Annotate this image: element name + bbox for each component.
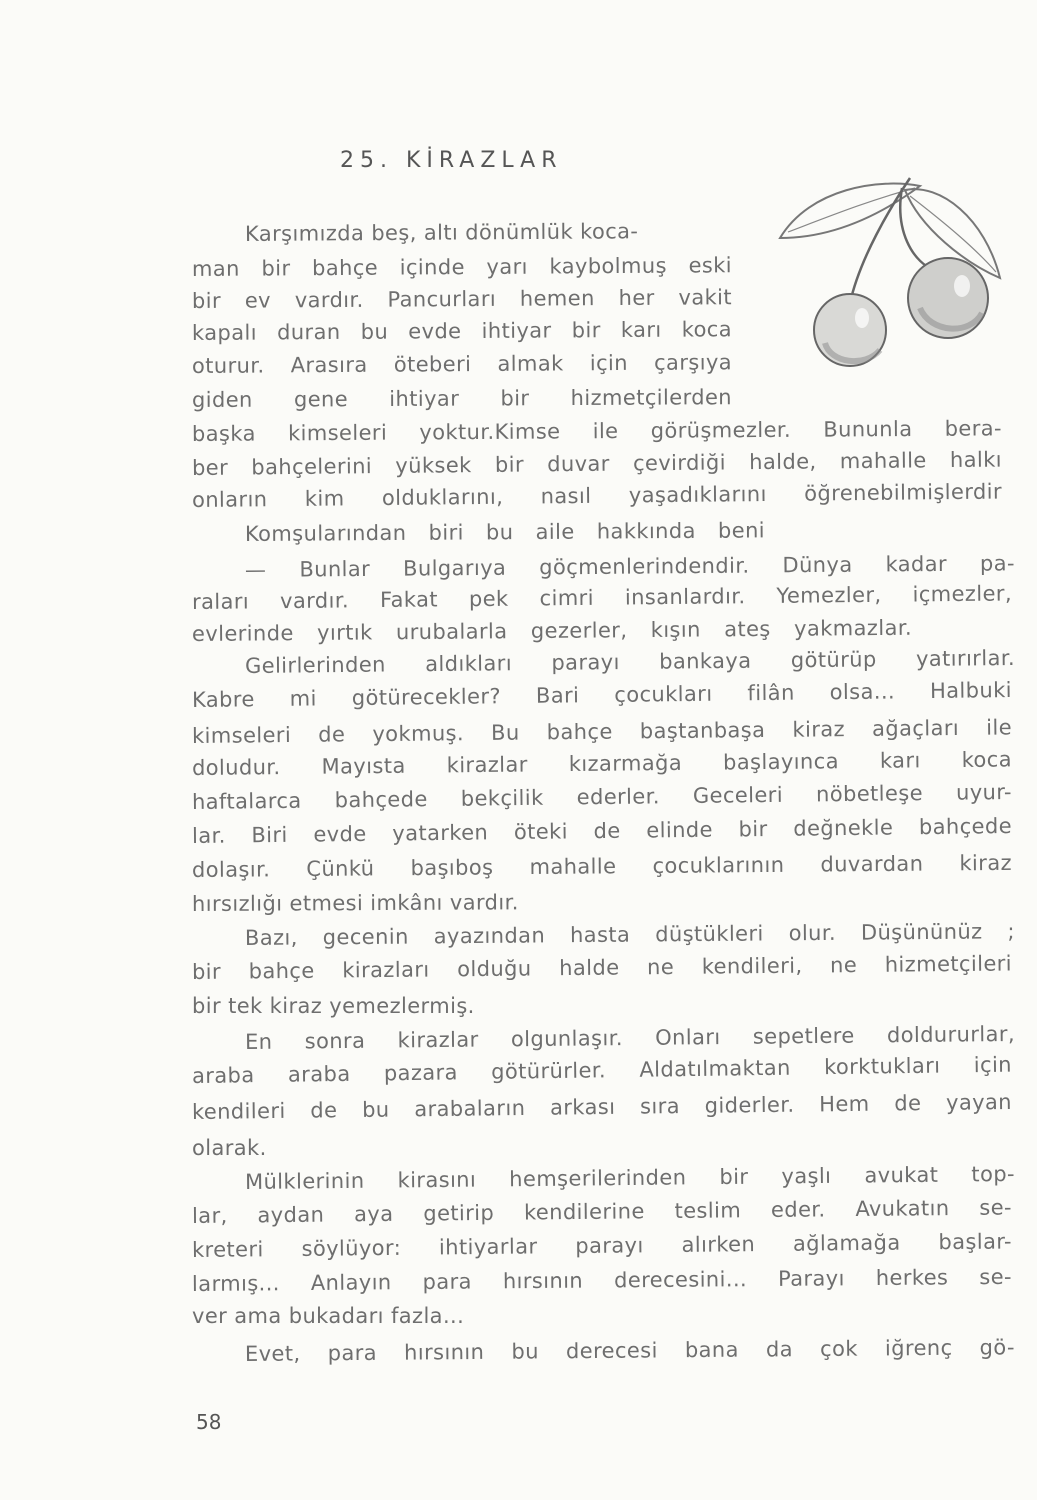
text-line: bir ev vardır. Pancurları hemen her vakit bbox=[191, 285, 733, 313]
text-line: — Bunlar Bulgarıya göçmenlerindendir. Dünya kadar pa- bbox=[244, 551, 1016, 582]
text-line: kimseleri de yokmuş. Bu bahçe baştanbaşa kiraz ağaçları ile bbox=[191, 715, 1013, 748]
text-line: haftalarca bahçede bekçilik ederler. Geceleri nöbetleşe uyur- bbox=[191, 779, 1013, 814]
text-line: bir bahçe kirazları olduğu halde ne kendileri, ne hizmetçileri bbox=[191, 951, 1013, 984]
text-line: araba araba pazara götürürler. Aldatılmaktan korktukları için bbox=[191, 1052, 1013, 1088]
text-line: Mülklerinin kirasını hemşerilerinden bir yaşlı avukat top- bbox=[244, 1161, 1016, 1194]
chapter-title: 25. KİRAZLAR bbox=[340, 148, 563, 173]
text-line: lar. Biri evde yatarken öteki de elinde bir değnekle bahçede bbox=[191, 813, 1013, 848]
text-line: bir tek kiraz yemezlermiş. bbox=[192, 994, 475, 1018]
text-line: onların kim olduklarını, nasıl yaşadıklarını öğrenebilmişlerdir bbox=[191, 479, 1003, 512]
text-line: lar, aydan aya getirip kendilerine teslim eder. Avukatın se- bbox=[191, 1195, 1013, 1228]
cherries-illustration bbox=[770, 168, 1010, 408]
page-number: 58 bbox=[196, 1410, 222, 1434]
text-line: kendileri de bu arabaların arkası sıra giderler. Hem de yayan bbox=[191, 1089, 1013, 1124]
text-line: Komşularından biri bu aile hakkında beni bbox=[244, 518, 766, 546]
text-line: larmış... Anlayın para hırsının derecesini... Parayı herkes se- bbox=[191, 1264, 1013, 1296]
text-line: olarak. bbox=[192, 1136, 267, 1160]
text-line: dolaşır. Çünkü başıboş mahalle çocuklarının duvardan kiraz bbox=[191, 850, 1013, 882]
text-line: kreteri söylüyor: ihtiyarlar parayı alırken ağlamağa başlar- bbox=[191, 1229, 1013, 1262]
text-line: ber bahçelerini yüksek bir duvar çevirdiği halde, mahalle halkı bbox=[191, 447, 1003, 480]
text-line: evlerinde yırtık urubalarla gezerler, kışın ateş yakmazlar. bbox=[191, 615, 913, 646]
text-line: Gelirlerinden aldıkları parayı bankaya götürüp yatırırlar. bbox=[244, 645, 1016, 678]
text-line: Evet, para hırsının bu derecesi bana da çok iğrenç gö- bbox=[244, 1335, 1016, 1366]
text-line: doludur. Mayısta kirazlar kızarmağa başlayınca karı koca bbox=[191, 747, 1013, 780]
text-line: Kabre mi götürecekler? Bari çocukları filân olsa... Halbuki bbox=[191, 677, 1013, 712]
text-line: raları vardır. Fakat pek cimri insanlardır. Yemezler, içmezler, bbox=[191, 581, 1013, 614]
text-line: hırsızlığı etmesi imkânı vardır. bbox=[191, 890, 519, 916]
text-line: ver ama bukadarı fazla... bbox=[192, 1304, 465, 1328]
text-line: kapalı duran bu evde ihtiyar bir karı koca bbox=[191, 317, 733, 345]
text-line: başka kimseleri yoktur.Kimse ile görüşmezler. Bununla bera- bbox=[191, 416, 1003, 446]
text-line: man bir bahçe içinde yarı kaybolmuş eski bbox=[191, 253, 733, 281]
text-line: oturur. Arasıra öteberi almak için çarşıya bbox=[191, 350, 733, 378]
text-line: Karşımızda beş, altı dönümlük koca- bbox=[244, 219, 639, 246]
text-line: En sonra kirazlar olgunlaşır. Onları sepetlere doldururlar, bbox=[244, 1021, 1016, 1054]
text-line: giden gene ihtiyar bir hizmetçilerden bbox=[191, 385, 733, 412]
text-line: Bazı, gecenin ayazından hasta düştükleri olur. Düşününüz ; bbox=[244, 919, 1016, 950]
